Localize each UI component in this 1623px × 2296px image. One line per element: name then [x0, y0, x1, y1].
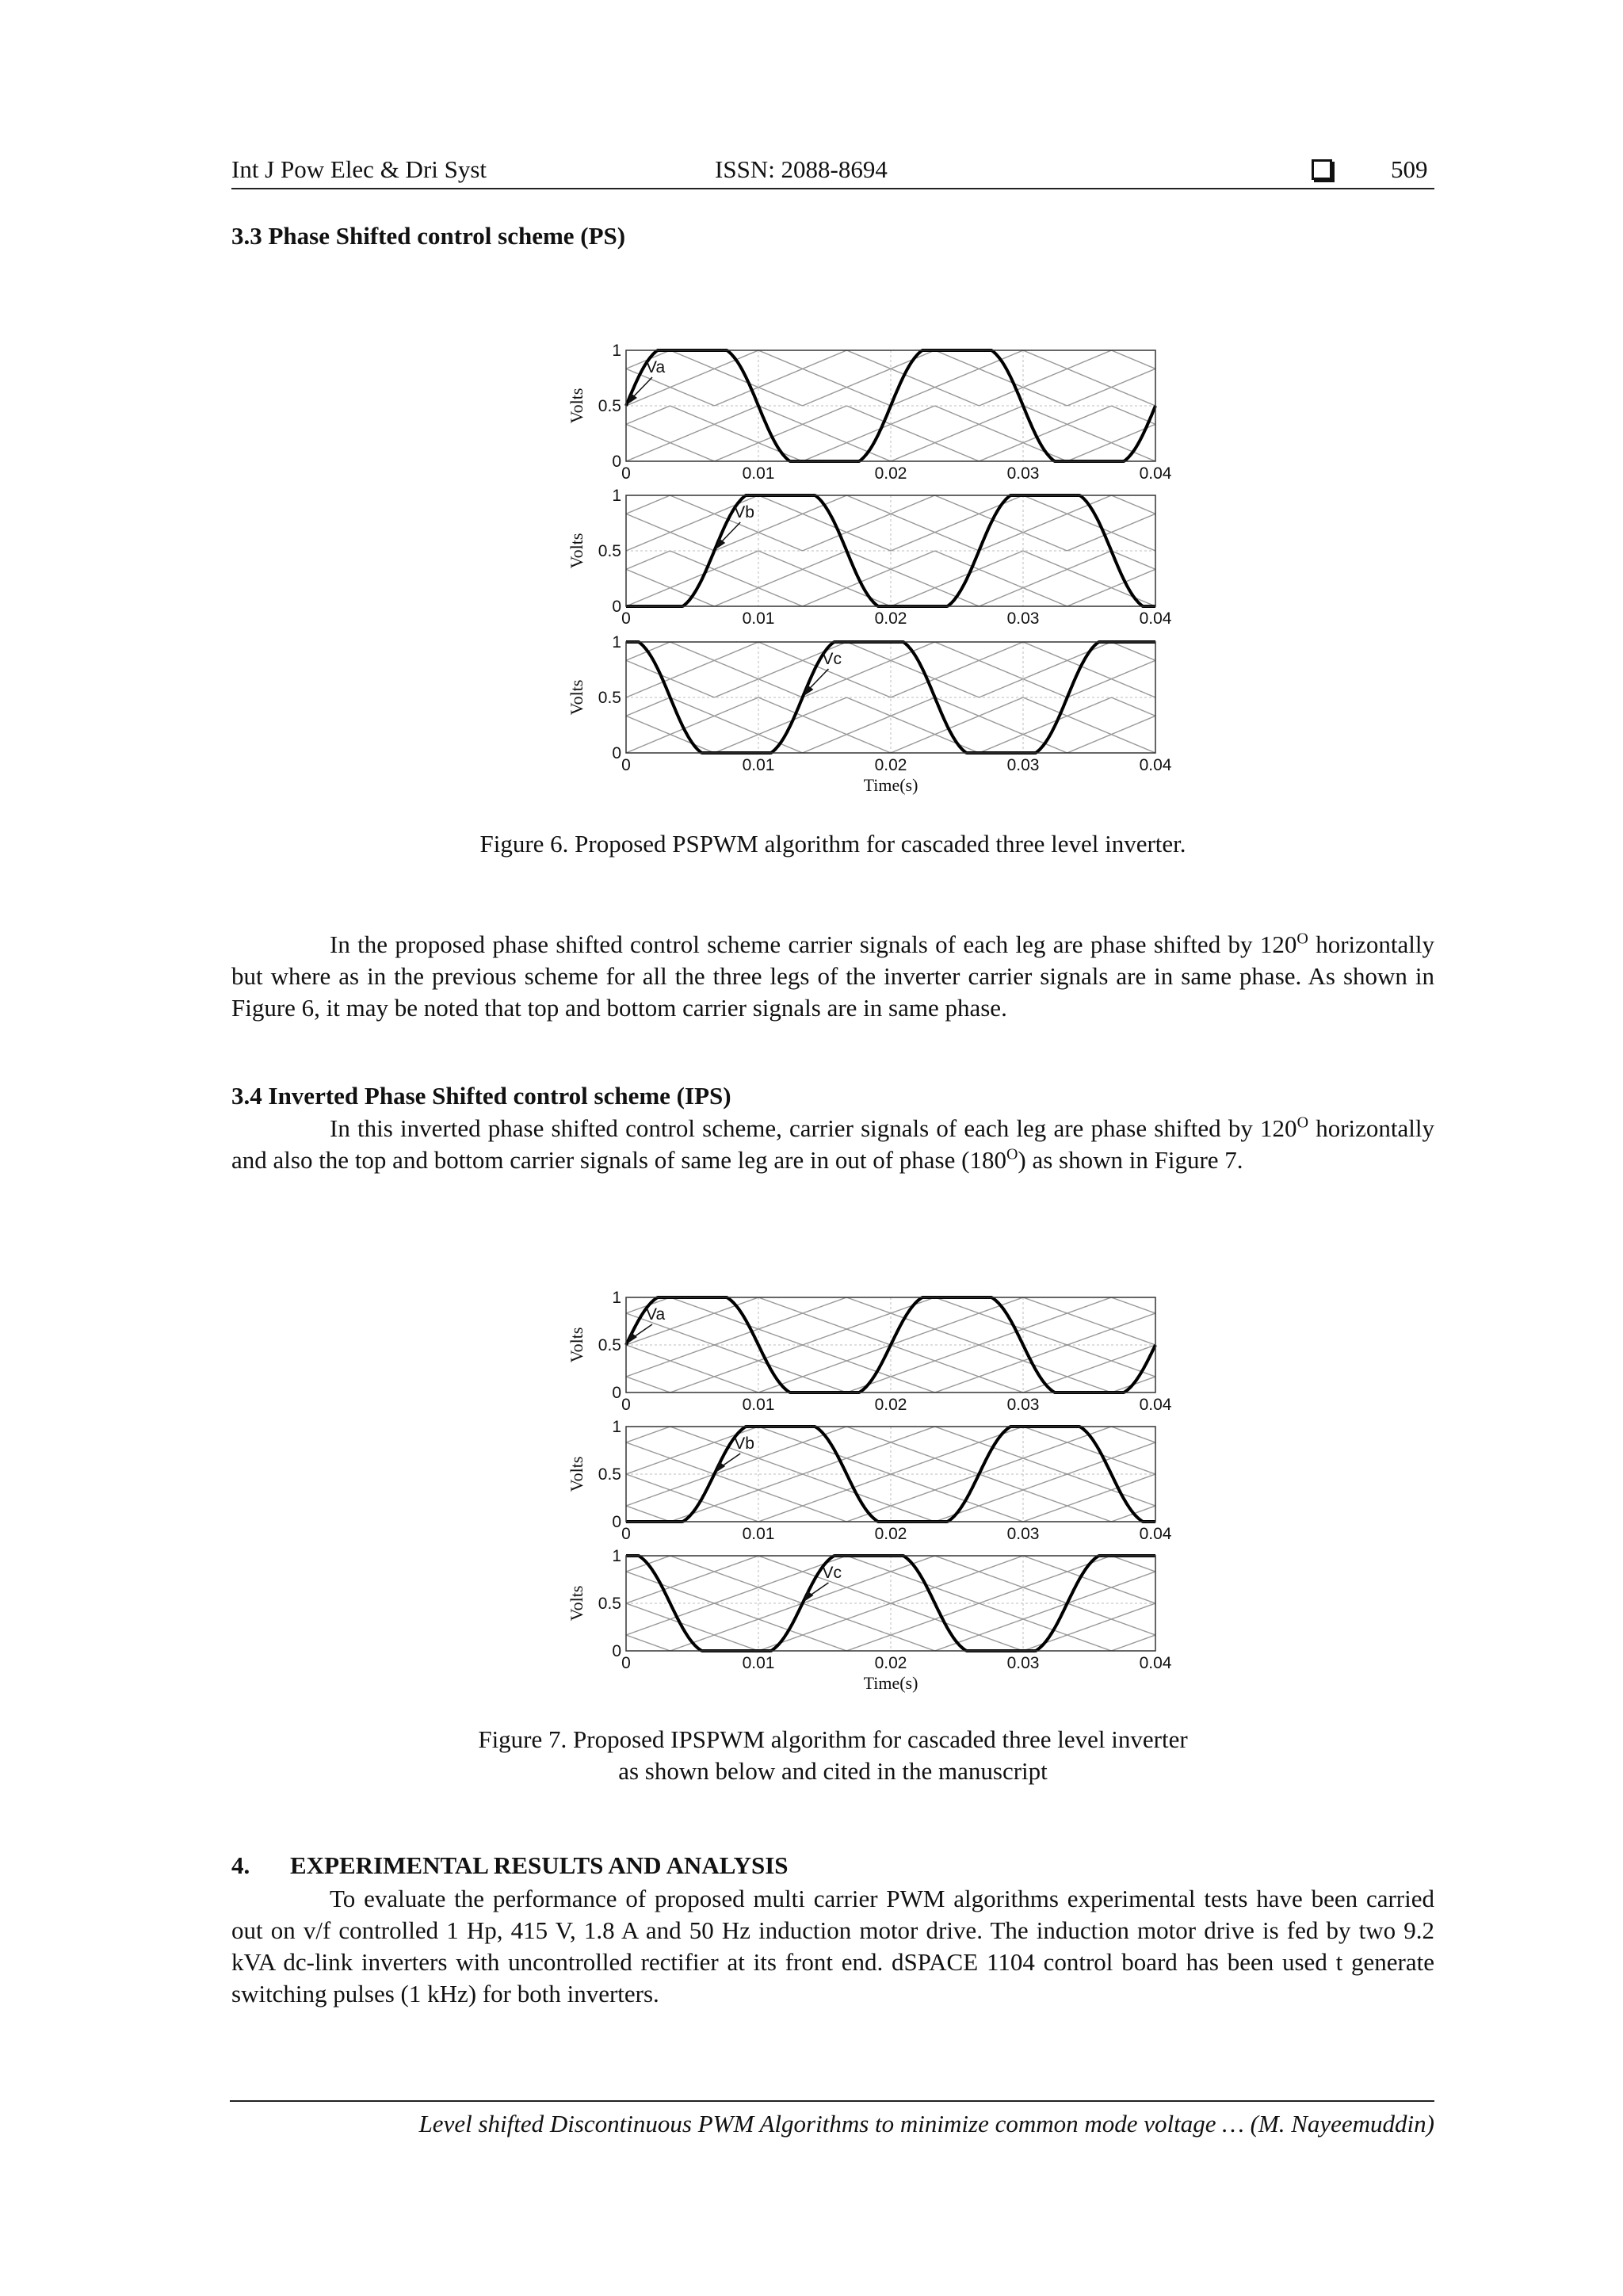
figure-6-caption: Figure 6. Proposed PSPWM algorithm for cascaded three level inverter.: [479, 830, 1186, 858]
y-tick-label: 1: [612, 1547, 621, 1565]
carrier-signal: [626, 350, 1155, 406]
y-tick-label: 0: [612, 598, 621, 616]
carrier-signal: [626, 642, 1155, 697]
subplot-va: [567, 342, 1172, 483]
annotation-vc: Vc: [822, 650, 842, 668]
x-tick-label: 0.04: [1139, 1525, 1172, 1543]
y-tick-label: 0.5: [598, 689, 621, 707]
y-axis-label: Volts: [567, 1456, 586, 1492]
figure-6-chart: [539, 333, 1205, 808]
x-tick-label: 0.02: [874, 1654, 907, 1672]
y-axis-label: Volts: [567, 1327, 586, 1363]
x-axis-label: Time(s): [863, 1673, 918, 1693]
x-tick-label: 0.03: [1006, 1654, 1040, 1672]
x-tick-label: 0.03: [1006, 464, 1040, 483]
x-tick-label: 0.04: [1139, 1654, 1172, 1672]
x-tick-label: 0: [621, 1525, 631, 1543]
y-axis-label: Volts: [567, 1585, 586, 1622]
subplot-vc: [567, 633, 1172, 774]
carrier-signal: [626, 642, 1155, 697]
x-tick-label: 0.04: [1139, 609, 1172, 628]
carrier-signal: [626, 350, 1155, 406]
section-heading-4: EXPERIMENTAL RESULTS AND ANALYSIS: [290, 1851, 789, 1879]
subplot-vb: [567, 487, 1172, 628]
y-tick-label: 0: [612, 1513, 621, 1531]
carrier-signal: [626, 642, 1155, 697]
annotation-va: Va: [646, 358, 666, 376]
x-tick-label: 0.01: [742, 1396, 775, 1414]
x-tick-label: 0.02: [874, 1525, 907, 1543]
y-tick-label: 0.5: [598, 397, 621, 415]
footer-rule: [230, 2100, 1434, 2102]
subplot-vb: [567, 1418, 1172, 1543]
x-tick-label: 0.01: [742, 464, 775, 483]
paragraph-ips: In this inverted phase shifted control scheme, carrier signals of each leg are phase shifted by $120^O$ horizontally and also the top and bottom carrier signals of same leg are in out of phase $(180^O)$ as shown in Figure 7.: [231, 1114, 1435, 1174]
x-tick-label: 0.02: [874, 464, 907, 483]
y-axis-label: Volts: [567, 388, 586, 424]
y-tick-label: 1: [612, 1289, 621, 1307]
y-tick-label: 1: [612, 342, 621, 360]
section-heading-3-3: 3.3 Phase Shifted control scheme (PS): [231, 222, 626, 250]
x-tick-label: 0.01: [742, 1654, 775, 1672]
header-rule: [231, 188, 1434, 189]
x-tick-label: 0.02: [874, 609, 907, 628]
y-tick-label: 1: [612, 487, 621, 505]
figure-7-caption-line1: Figure 7. Proposed IPSPWM algorithm for cascaded three level inverter: [478, 1725, 1188, 1753]
issn: ISSN: 2088-8694: [715, 155, 888, 183]
x-tick-label: 0.04: [1139, 1396, 1172, 1414]
paragraph-ps: In the proposed phase shifted control scheme carrier signals of each leg are phase shifted by $120^O$ horizontally but where as in the previous scheme for all the three legs of the inverter carrier signals are in same phase. As shown in Figure 6, it may be noted that top and bottom carrier signals are in same phase.: [231, 930, 1434, 1022]
subplot-va: [567, 1289, 1172, 1414]
square-bullet-icon: [1312, 159, 1332, 180]
annotation-vb: Vb: [734, 503, 754, 521]
y-tick-label: 0: [612, 1642, 621, 1660]
y-tick-label: 0: [612, 1384, 621, 1402]
x-tick-label: 0.03: [1006, 1525, 1040, 1543]
x-tick-label: 0.04: [1139, 464, 1172, 483]
y-tick-label: 1: [612, 633, 621, 651]
footer-citation: Level shifted Discontinuous PWM Algorithms to minimize common mode voltage … (M. Nayeemuddin): [418, 2110, 1434, 2137]
x-tick-label: 0.01: [742, 1525, 775, 1543]
section-heading-3-4: 3.4 Inverted Phase Shifted control scheme (IPS): [231, 1082, 731, 1110]
page-number: 509: [1391, 155, 1428, 183]
x-tick-label: 0.03: [1006, 609, 1040, 628]
x-tick-label: 0.03: [1006, 1396, 1040, 1414]
x-tick-label: 0: [621, 1654, 631, 1672]
y-axis-label: Volts: [567, 679, 586, 716]
x-tick-label: 0.02: [874, 756, 907, 774]
x-tick-label: 0: [621, 756, 631, 774]
annotation-va: Va: [646, 1305, 666, 1324]
figure-7-caption-line2: as shown below and cited in the manuscript: [618, 1757, 1048, 1785]
x-tick-label: 0.03: [1006, 756, 1040, 774]
y-tick-label: 0.5: [598, 1595, 621, 1613]
carrier-signal: [626, 495, 1155, 551]
paragraph-experimental: To evaluate the performance of proposed multi carrier PWM algorithms experimental tests have been carried out on v/f controlled 1 Hp, 415 V, 1.8 A and 50 Hz induction motor drive. The induction motor drive is fed by two 9.2 kVA dc-link inverters with uncontrolled rectifier at its front end. dSPACE 1104 control board has been used t generate switching pulses (1 kHz) for both inverters.: [231, 1885, 1434, 2008]
journal-name: Int J Pow Elec & Dri Syst: [231, 155, 487, 183]
x-tick-label: 0.02: [874, 1396, 907, 1414]
figure-7-chart: [539, 1280, 1205, 1712]
x-tick-label: 0.01: [742, 756, 775, 774]
x-tick-label: 0: [621, 464, 631, 483]
x-tick-label: 0.01: [742, 609, 775, 628]
y-axis-label: Volts: [567, 533, 586, 569]
subplot-vc: [567, 1547, 1172, 1672]
x-tick-label: 0.04: [1139, 756, 1172, 774]
carrier-signal: [626, 350, 1155, 406]
annotation-vc: Vc: [822, 1564, 842, 1582]
section-heading-4-number: 4.: [231, 1851, 250, 1879]
carrier-signal: [626, 495, 1155, 551]
y-tick-label: 0: [612, 744, 621, 762]
y-tick-label: 0.5: [598, 1336, 621, 1354]
y-tick-label: 0.5: [598, 1465, 621, 1484]
annotation-vb: Vb: [734, 1435, 754, 1453]
carrier-signal: [626, 495, 1155, 551]
x-tick-label: 0: [621, 1396, 631, 1414]
y-tick-label: 1: [612, 1418, 621, 1436]
y-tick-label: 0.5: [598, 542, 621, 560]
x-tick-label: 0: [621, 609, 631, 628]
y-tick-label: 0: [612, 453, 621, 471]
x-axis-label: Time(s): [863, 775, 918, 795]
